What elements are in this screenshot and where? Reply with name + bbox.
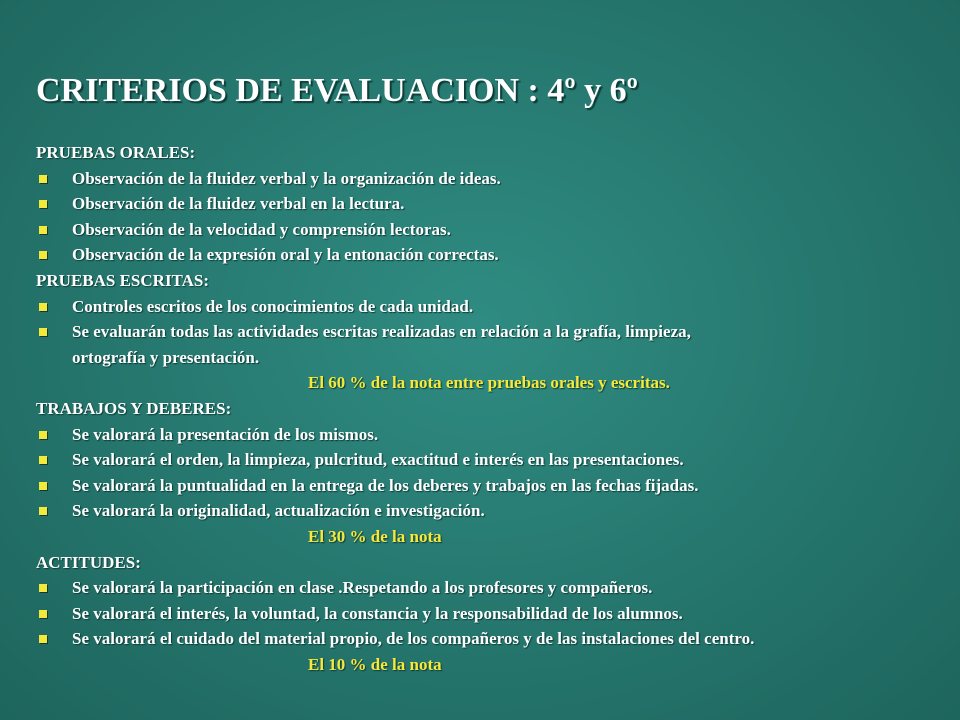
section-heading-trabajos-deberes: TRABAJOS Y DEBERES: xyxy=(36,398,232,418)
list-item-text: Observación de la fluidez verbal en la lectura. xyxy=(72,194,405,214)
list-item-text: Se valorará la participación en clase .Respetando a los profesores y compañeros. xyxy=(72,578,653,598)
list-item xyxy=(36,217,946,243)
list-item xyxy=(36,447,946,473)
list-item-text: Se valorará la puntualidad en la entrega de los deberes y trabajos en las fechas fijadas. xyxy=(72,475,699,495)
grade-weight-note: El 10 % de la nota xyxy=(308,654,442,674)
square-bullet-icon xyxy=(39,635,47,643)
list-item xyxy=(36,422,946,448)
list-item-text: Observación de la fluidez verbal y la organización de ideas. xyxy=(72,168,501,188)
list-item xyxy=(36,626,946,652)
square-bullet-icon xyxy=(39,226,47,234)
slide-body xyxy=(36,140,946,677)
list-item-text: Se evaluarán todas las actividades escritas realizadas en relación a la grafía, limpieza, xyxy=(72,322,691,342)
list-item xyxy=(36,601,946,627)
list-item xyxy=(36,498,946,524)
list-item-text: Controles escritos de los conocimientos de cada unidad. xyxy=(72,296,474,316)
square-bullet-icon xyxy=(39,456,47,464)
square-bullet-icon xyxy=(39,431,47,439)
list-item-text: Se valorará la originalidad, actualización e investigación. xyxy=(72,501,485,521)
square-bullet-icon xyxy=(39,175,47,183)
square-bullet-icon xyxy=(39,507,47,515)
section-heading-pruebas-escritas: PRUEBAS ESCRITAS: xyxy=(36,270,210,290)
square-bullet-icon xyxy=(39,482,47,490)
square-bullet-icon xyxy=(39,200,47,208)
list-item-text: Se valorará la presentación de los mismos. xyxy=(72,424,379,444)
list-item xyxy=(36,294,946,320)
square-bullet-icon xyxy=(39,584,47,592)
list-item-continuation: ortografía y presentación. xyxy=(72,347,260,367)
section-heading-pruebas-orales: PRUEBAS ORALES: xyxy=(36,143,196,162)
square-bullet-icon xyxy=(39,303,47,311)
list-item-text: Se valorará el orden, la limpieza, pulcritud, exactitud e interés en las presentaciones. xyxy=(72,450,684,470)
list-item xyxy=(36,166,946,192)
list-item-text: Se valorará el cuidado del material propio, de los compañeros y de las instalaciones del centro. xyxy=(72,629,755,649)
square-bullet-icon xyxy=(39,610,47,618)
grade-weight-note: El 30 % de la nota xyxy=(308,526,442,546)
list-item xyxy=(36,191,946,217)
list-item xyxy=(36,319,946,345)
list-item xyxy=(36,575,946,601)
list-item-text: Observación de la expresión oral y la entonación correctas. xyxy=(72,245,499,265)
list-item xyxy=(36,242,946,268)
list-item xyxy=(36,473,946,499)
list-item-text: Se valorará el interés, la voluntad, la constancia y la responsabilidad de los alumnos. xyxy=(72,603,683,623)
square-bullet-icon xyxy=(39,328,47,336)
square-bullet-icon xyxy=(39,251,47,259)
section-heading-actitudes: ACTITUDES: xyxy=(36,552,141,572)
slide-title: CRITERIOS DE EVALUACION : 4º y 6º xyxy=(36,72,638,109)
grade-weight-note: El 60 % de la nota entre pruebas orales y escritas. xyxy=(308,373,670,393)
list-item-text: Observación de la velocidad y comprensión lectoras. xyxy=(72,219,451,239)
